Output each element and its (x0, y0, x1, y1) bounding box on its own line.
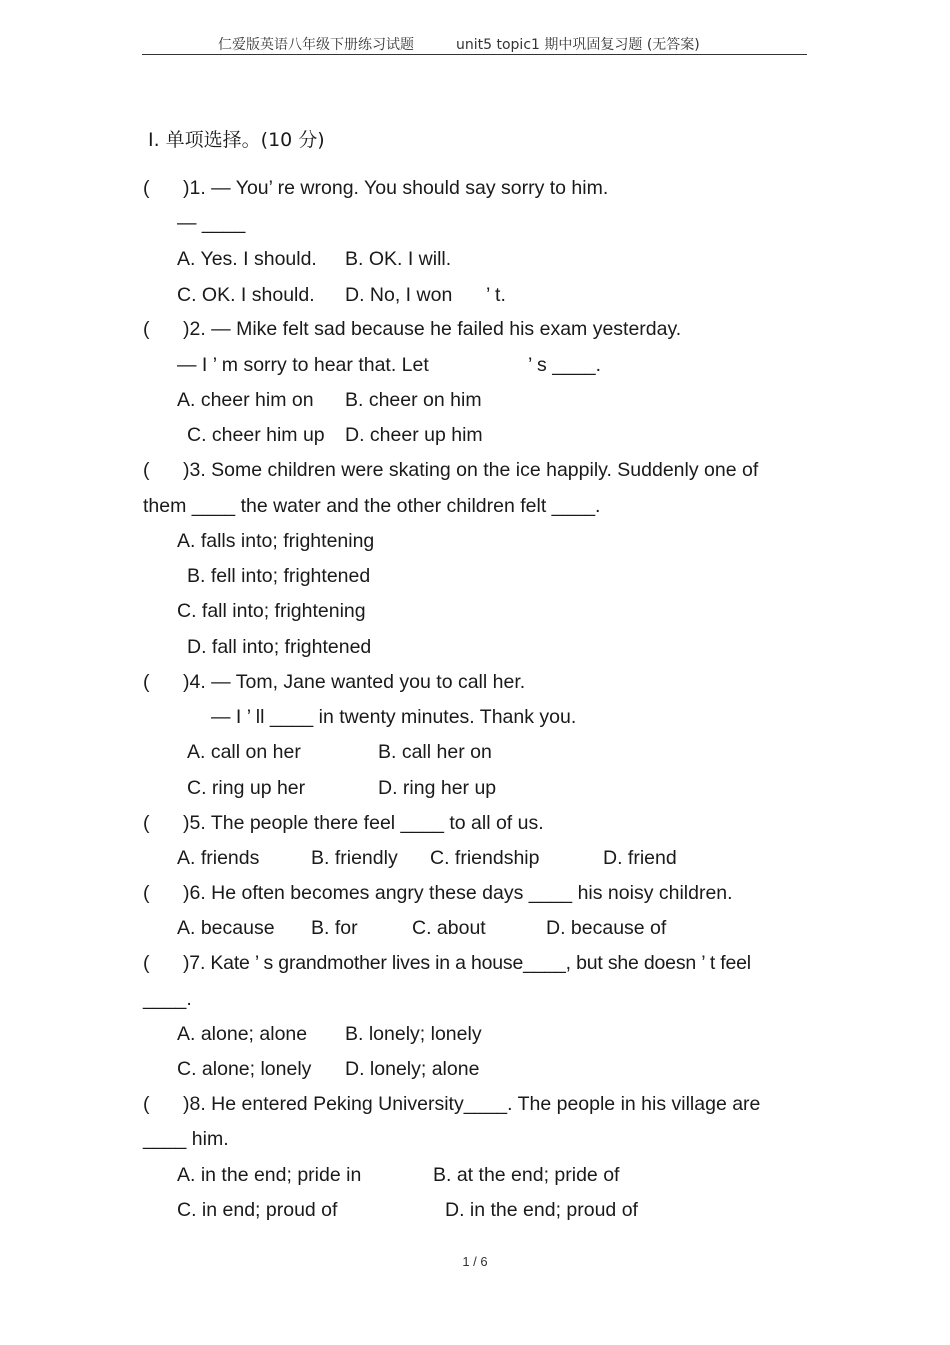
answer-paren: ( (143, 177, 150, 199)
section-title: Ⅰ. 单项选择。(10 分) (148, 129, 325, 151)
question-stem-line2: them ____ the water and the other children felt ____. (143, 495, 601, 517)
option-d: D. lonely; alone (345, 1058, 480, 1080)
question-stem: )2. — Mike felt sad because he failed his exam yesterday. (183, 318, 682, 340)
option-a: A. call on her (187, 741, 301, 763)
option-a: A. because (177, 917, 275, 939)
option-b: B. at the end; pride of (433, 1164, 620, 1186)
option-a: A. alone; alone (177, 1023, 308, 1045)
page-header (142, 34, 807, 55)
option-c: C. alone; lonely (177, 1058, 312, 1080)
option-c: C. fall into; frightening (177, 600, 366, 622)
option-b: B. call her on (378, 741, 492, 763)
option-d: D. No, I won (345, 284, 453, 306)
answer-paren: ( (143, 318, 150, 340)
option-a: A. cheer him on (177, 389, 314, 411)
question-stem: )6. He often becomes angry these days ____ his noisy children. (183, 882, 733, 904)
answer-paren: ( (143, 459, 150, 481)
question-stem-line2: ____. (143, 988, 192, 1010)
answer-paren: ( (143, 812, 150, 834)
option-c: C. OK. I should. (177, 284, 315, 306)
question-stem: )3. Some children were skating on the ice happily. Suddenly one of (183, 459, 759, 481)
option-c: C. cheer him up (187, 424, 325, 446)
option-d: D. ring her up (378, 777, 497, 799)
option-c: C. about (412, 917, 486, 939)
option-d: D. in the end; proud of (445, 1199, 638, 1221)
answer-paren: ( (143, 671, 150, 693)
option-c: C. in end; proud of (177, 1199, 338, 1221)
option-b: B. fell into; frightened (187, 565, 371, 587)
option-d: D. cheer up him (345, 424, 483, 446)
question-stem: )7. Kate ’ s grandmother lives in a house____, but she doesn ’ t feel (183, 952, 751, 974)
option-d: D. friend (603, 847, 677, 869)
question-stem-line2-tail: ’ s ____. (528, 354, 601, 376)
answer-paren: ( (143, 882, 150, 904)
question-stem: )4. — Tom, Jane wanted you to call her. (183, 671, 526, 693)
option-b: B. cheer on him (345, 389, 482, 411)
page-number: 1 / 6 (462, 1254, 488, 1269)
question-stem: )8. He entered Peking University____. The people in his village are (183, 1093, 761, 1115)
question-stem: )1. — You’ re wrong. You should say sorry to him. (183, 177, 609, 199)
option-b: B. for (311, 917, 358, 939)
option-a: A. falls into; frightening (177, 530, 375, 552)
header-left-title: 仁爱版英语八年级下册练习试题 (218, 37, 414, 53)
option-b: B. friendly (311, 847, 398, 869)
option-b: B. lonely; lonely (345, 1023, 482, 1045)
question-stem-line2: — ____ (177, 212, 246, 234)
question-stem-line2: ____ him. (143, 1128, 229, 1150)
option-b: B. OK. I will. (345, 248, 452, 270)
question-stem-line2: — I ’ m sorry to hear that. Let (177, 354, 429, 376)
answer-paren: ( (143, 1093, 150, 1115)
question-stem: )5. The people there feel ____ to all of us. (183, 812, 544, 834)
option-a: A. in the end; pride in (177, 1164, 362, 1186)
option-a: A. friends (177, 847, 260, 869)
option-d: D. fall into; frightened (187, 636, 372, 658)
header-right-title: unit5 topic1 期中巩固复习题 (无答案) (456, 37, 700, 53)
answer-paren: ( (143, 952, 150, 974)
question-stem-line2: — I ’ ll ____ in twenty minutes. Thank you. (211, 706, 577, 728)
option-c: C. friendship (430, 847, 540, 869)
option-d: D. because of (546, 917, 667, 939)
option-a: A. Yes. I should. (177, 248, 317, 270)
option-d-tail: ’ t. (486, 284, 506, 306)
option-c: C. ring up her (187, 777, 306, 799)
